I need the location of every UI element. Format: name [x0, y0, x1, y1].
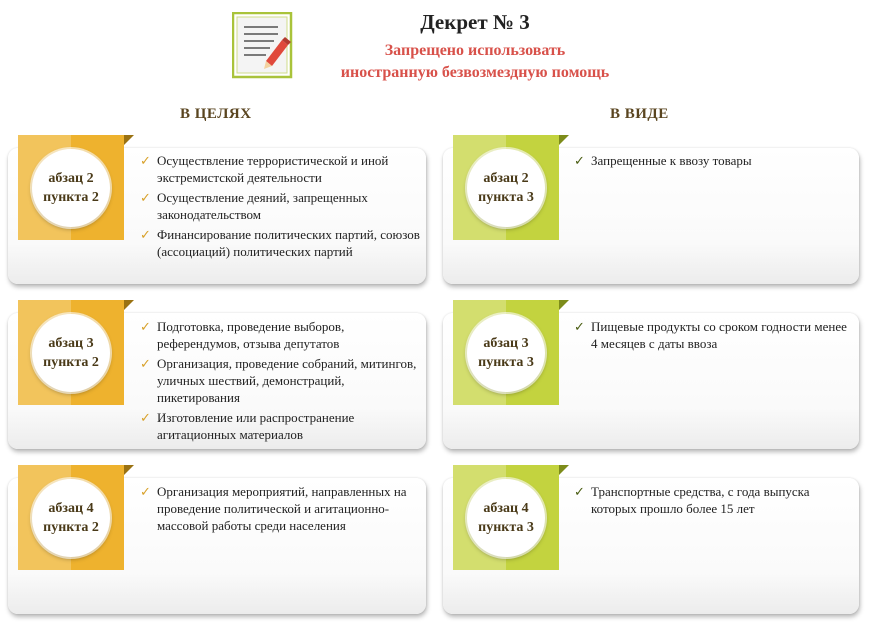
check-icon: ✓ [574, 484, 585, 499]
clause-tab [453, 465, 559, 570]
check-icon: ✓ [140, 319, 151, 334]
list-item: ✓ Осуществление террористической и иной экстремистской деятельности [140, 153, 389, 185]
clause-tab [18, 135, 124, 240]
clause-label: пункта 3 [478, 190, 534, 205]
clause-label: абзац 2 [483, 171, 529, 186]
list-item: ✓ Пищевые продукты со сроком годности менее 4 месяцев с даты ввоза [574, 319, 847, 351]
check-icon: ✓ [574, 153, 585, 168]
clause-tab [453, 300, 559, 405]
check-icon: ✓ [140, 356, 151, 371]
page-title: Декрет № 3 [420, 10, 530, 34]
list-item: ✓ Запрещенные к ввозу товары [574, 153, 752, 168]
page-subtitle [300, 40, 650, 84]
purpose-list [140, 483, 422, 537]
list-item: ✓ Подготовка, проведение выборов, референдумов, отзыва депутатов [140, 319, 345, 351]
clause-badge [32, 149, 110, 227]
clause-badge [467, 149, 545, 227]
purpose-list [140, 152, 422, 263]
clause-badge [467, 479, 545, 557]
clause-label: пункта 3 [478, 520, 534, 535]
clause-label: абзац 3 [48, 336, 94, 351]
subtitle-line: иностранную безвозмездную помощь [340, 64, 610, 81]
form-list [574, 152, 854, 172]
clause-label: пункта 2 [43, 355, 99, 370]
clause-label: пункта 2 [43, 190, 99, 205]
form-list [574, 483, 854, 520]
clause-tab [18, 465, 124, 570]
clause-label: абзац 4 [48, 501, 94, 516]
clause-badge [32, 314, 110, 392]
check-icon: ✓ [574, 319, 585, 334]
purpose-list [140, 318, 422, 446]
list-item: ✓ Финансирование политических партий, союзов (ассоциаций) политических партий [140, 227, 420, 259]
clause-label: абзац 4 [483, 501, 529, 516]
clause-tab [453, 135, 559, 240]
list-item: ✓ Организация мероприятий, направленных на проведение политической и агитационно-массовой работы среди населения [140, 484, 407, 533]
list-item: ✓ Осуществление деяний, запрещенных законодательством [140, 190, 368, 222]
clause-label: абзац 3 [483, 336, 529, 351]
check-icon: ✓ [140, 484, 151, 499]
column-heading-forms: В ВИДЕ [610, 106, 669, 122]
clause-label: абзац 2 [48, 171, 94, 186]
check-icon: ✓ [140, 190, 151, 205]
check-icon: ✓ [140, 227, 151, 242]
clause-tab [18, 300, 124, 405]
column-heading-purposes: В ЦЕЛЯХ [180, 106, 252, 122]
subtitle-line: Запрещено использовать [384, 42, 566, 59]
check-icon: ✓ [140, 153, 151, 168]
clause-label: пункта 2 [43, 520, 99, 535]
form-list [574, 318, 854, 355]
list-item: ✓ Изготовление или распространение агитационных материалов [140, 410, 355, 442]
clause-label: пункта 3 [478, 355, 534, 370]
clause-badge [32, 479, 110, 557]
list-item: ✓ Организация, проведение собраний, митингов, уличных шествий, демонстраций, пикетирования [140, 356, 417, 405]
document-pencil-icon [232, 12, 296, 80]
list-item: ✓ Транспортные средства, с года выпуска которых прошло более 15 лет [574, 484, 810, 516]
check-icon: ✓ [140, 410, 151, 425]
clause-badge [467, 314, 545, 392]
